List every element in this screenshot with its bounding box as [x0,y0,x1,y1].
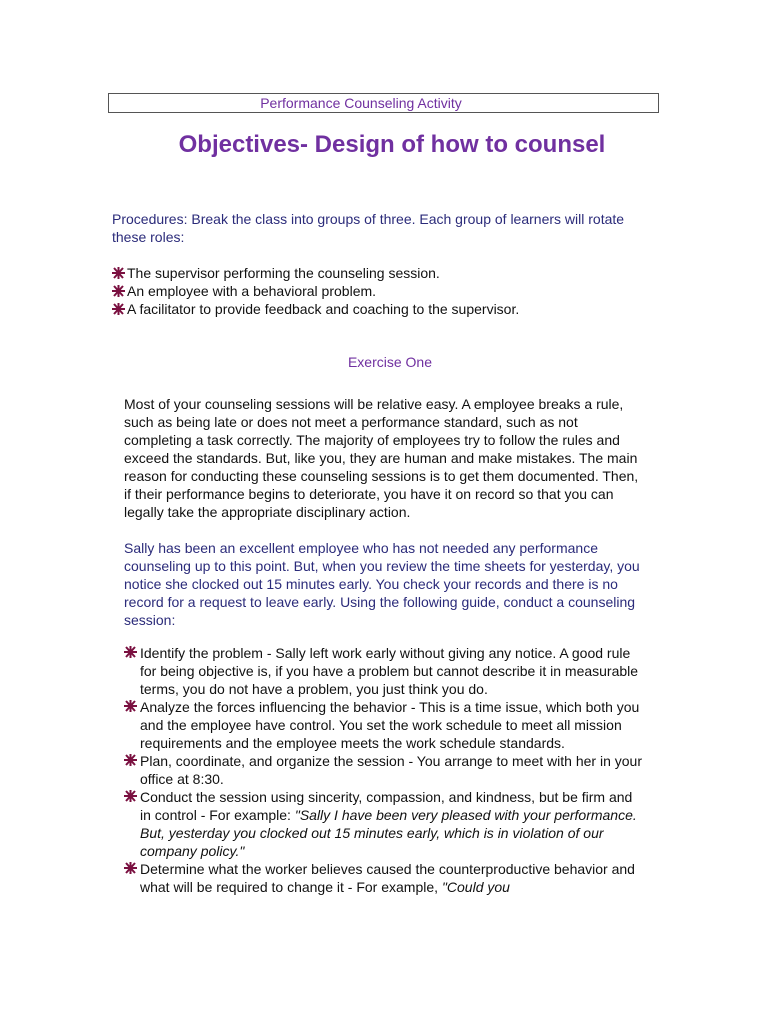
step-text: Analyze the forces influencing the behavior - This is a time issue, which both you and the employee have control. You set the work schedule to meet all mission requirements and the employee meets the work schedule standards. [140,699,640,751]
list-item [112,282,672,300]
role-text: An employee with a behavioral problem. [127,283,377,299]
step-text: Determine what the worker believes caused the counterproductive behavior and what will be required to change it - For example, [140,861,635,895]
list-item [124,644,644,698]
role-text: A facilitator to provide feedback and coaching to the supervisor. [127,301,520,317]
step-quote: "Could you [441,879,510,895]
paragraph-intro: Most of your counseling sessions will be relative easy. A employee breaks a rule, such as being late or does not meet a performance standard, such as not completing a task correctly. The majority of employees try to follow the rules and exceed the standards. But, like you, they are human and make mistakes. The main reason for conducting these counseling sessions is to get them documented. Then, if their performance begins to deteriorate, you have it on record so that you can legally take the appropriate disciplinary action. [124,396,639,520]
asterisk-flower-bullet-icon [112,285,125,297]
list-item [124,860,644,896]
paragraph-scenario: Sally has been an excellent employee who has not needed any performance counseling up to this point. But, when you review the time sheets for yesterday, you notice she clocked out 15 minutes early. You check your records and there is no record for a request to leave early. Using the following guide, conduct a counseling session: [124,540,640,628]
procedures-text: Procedures: Break the class into groups of three. Each group of learners will rotate these roles: [112,211,625,245]
asterisk-flower-bullet-icon [124,862,137,874]
exercise-title: Exercise One [347,354,433,370]
step-text: Plan, coordinate, and organize the session - You arrange to meet with her in your office at 8:30. [140,753,642,787]
asterisk-flower-bullet-icon [112,267,125,279]
step-text: Conduct the session using sincerity, compassion, and kindness, but be firm and in control - For example: [140,789,633,823]
list-item [124,698,644,752]
page-title: Objectives- Design of how to counsel [178,131,606,158]
list-item [112,300,672,318]
header-title: Performance Counseling Activity [260,95,462,111]
asterisk-flower-bullet-icon [124,646,137,658]
step-text: Identify the problem - Sally left work early without giving any notice. A good rule for being objective is, if you have a problem but cannot describe it in measurable terms, you do not have a problem, you just think you do. [140,645,639,697]
list-item [124,788,644,860]
asterisk-flower-bullet-icon [124,754,137,766]
asterisk-flower-bullet-icon [112,303,125,315]
guide-list [124,644,644,896]
asterisk-flower-bullet-icon [124,790,137,802]
list-item [112,264,672,282]
roles-list [112,264,672,318]
role-text: The supervisor performing the counseling session. [127,265,440,281]
header-box [108,93,659,113]
list-item [124,752,644,788]
step-quote: "Sally I have been very pleased with your performance. But, yesterday you clocked out 15 minutes early, which is in violation of our company policy." [140,807,637,859]
asterisk-flower-bullet-icon [124,700,137,712]
